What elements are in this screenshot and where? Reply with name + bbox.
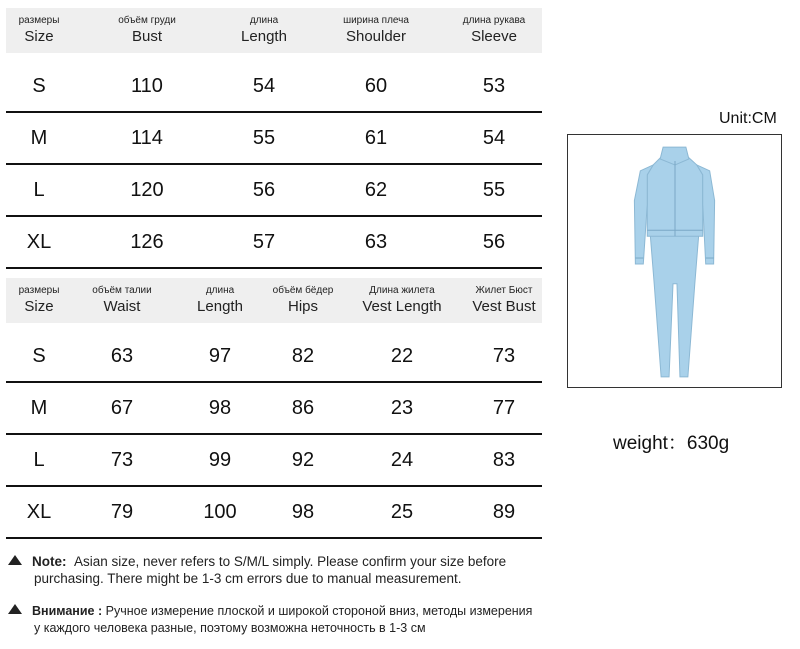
cell-shoulder: 60 (364, 74, 388, 97)
cell-vest-bust: 77 (492, 396, 516, 419)
header-ru: размеры (18, 285, 60, 296)
product-image (567, 134, 782, 388)
cell-length: 99 (208, 448, 232, 471)
note-russian (8, 603, 548, 637)
cell-vest-bust: 83 (492, 448, 516, 471)
cell-length: 57 (252, 230, 276, 253)
warning-triangle-icon (8, 604, 22, 614)
cell-length: 54 (252, 74, 276, 97)
cell-length: 98 (208, 396, 232, 419)
header-en: Size (24, 28, 54, 45)
header-cell-length (172, 278, 268, 323)
cell-hips: 82 (291, 344, 315, 367)
header-en: Shoulder (345, 28, 407, 45)
cell-length: 56 (252, 178, 276, 201)
size-table-bottom (6, 278, 542, 539)
header-cell-vest-bust (466, 278, 542, 323)
header-en: Sleeve (471, 28, 517, 45)
cell-bust: 114 (131, 126, 163, 149)
table-row (6, 113, 542, 165)
cell-shoulder: 62 (364, 178, 388, 201)
header-en: Length (241, 28, 287, 45)
cell-sleeve: 55 (482, 178, 506, 201)
cell-waist: 73 (110, 448, 134, 471)
cell-size: S (32, 74, 46, 97)
header-ru: объём груди (118, 15, 176, 26)
cell-hips: 86 (291, 396, 315, 419)
table-row (6, 487, 542, 539)
header-en: Waist (103, 298, 141, 315)
cell-waist: 67 (110, 396, 134, 419)
table-header (6, 278, 542, 323)
note-label: Note: (32, 554, 67, 569)
header-cell-shoulder (306, 8, 446, 53)
cell-sleeve: 56 (482, 230, 506, 253)
cell-vest-length: 22 (390, 344, 414, 367)
header-en: Vest Length (362, 298, 442, 315)
table-row (6, 61, 542, 113)
header-cell-hips (268, 278, 338, 323)
header-ru: длина рукава (462, 15, 526, 26)
header-en: Vest Bust (472, 298, 536, 315)
cell-shoulder: 61 (364, 126, 388, 149)
header-cell-size (6, 8, 72, 53)
header-ru: Длина жилета (369, 285, 435, 296)
cell-waist: 79 (110, 500, 134, 523)
note-text-line2: purchasing. There might be 1-3 cm errors due to manual measurement. (34, 571, 462, 586)
cell-bust: 120 (130, 178, 164, 201)
table-row (6, 331, 542, 383)
warn-text-line1: Ручное измерение плоской и широкой стороной вниз, методы измерения (105, 604, 533, 618)
header-ru: ширина плеча (343, 15, 409, 26)
cell-size: L (33, 178, 45, 201)
header-ru: размеры (18, 15, 60, 26)
cell-vest-length: 23 (390, 396, 414, 419)
cell-hips: 98 (291, 500, 315, 523)
header-ru: объём бёдер (272, 285, 334, 296)
warn-label: Внимание : (32, 604, 103, 618)
cell-size: M (30, 126, 48, 149)
header-cell-size (6, 278, 72, 323)
cell-vest-bust: 89 (492, 500, 516, 523)
header-en: Size (24, 298, 54, 315)
table-row (6, 383, 542, 435)
cell-hips: 92 (291, 448, 315, 471)
cell-vest-length: 24 (390, 448, 414, 471)
header-en: Bust (131, 28, 162, 45)
warn-text-line2: у каждого человека разные, поэтому возможна неточность в 1-3 см (34, 621, 426, 635)
warning-triangle-icon (8, 555, 22, 565)
header-cell-sleeve (446, 8, 542, 53)
cell-length: 100 (203, 500, 237, 523)
header-cell-vest-length (338, 278, 466, 323)
cell-waist: 63 (110, 344, 134, 367)
tracksuit-illustration (568, 135, 781, 387)
header-en: Length (197, 298, 243, 315)
header-ru: длина (249, 15, 279, 26)
table-row (6, 165, 542, 217)
cell-size: XL (26, 230, 52, 253)
cell-bust: 126 (130, 230, 164, 253)
table-row (6, 435, 542, 487)
cell-sleeve: 53 (482, 74, 506, 97)
header-cell-length (222, 8, 306, 53)
cell-length: 97 (208, 344, 232, 367)
cell-size: L (33, 448, 45, 471)
header-cell-bust (72, 8, 222, 53)
cell-vest-length: 25 (390, 500, 414, 523)
cell-bust: 110 (131, 74, 163, 97)
cell-length: 55 (252, 126, 276, 149)
cell-sleeve: 54 (482, 126, 506, 149)
cell-size: M (30, 396, 48, 419)
cell-shoulder: 63 (364, 230, 388, 253)
table-row (6, 217, 542, 269)
size-table-top (6, 8, 542, 269)
header-ru: объём талии (92, 285, 152, 296)
cell-size: S (32, 344, 46, 367)
table-header (6, 8, 542, 53)
cell-size: XL (26, 500, 52, 523)
header-cell-waist (72, 278, 172, 323)
note-english (8, 553, 548, 587)
cell-vest-bust: 73 (492, 344, 516, 367)
weight-label: weight：630g (613, 433, 730, 454)
note-text-line1: Asian size, never refers to S/M/L simply. Please confirm your size before (74, 554, 507, 569)
header-ru: длина (205, 285, 235, 296)
unit-label: Unit:CM (719, 110, 777, 127)
header-en: Hips (287, 298, 318, 315)
header-ru: Жилет Бюст (475, 285, 533, 296)
